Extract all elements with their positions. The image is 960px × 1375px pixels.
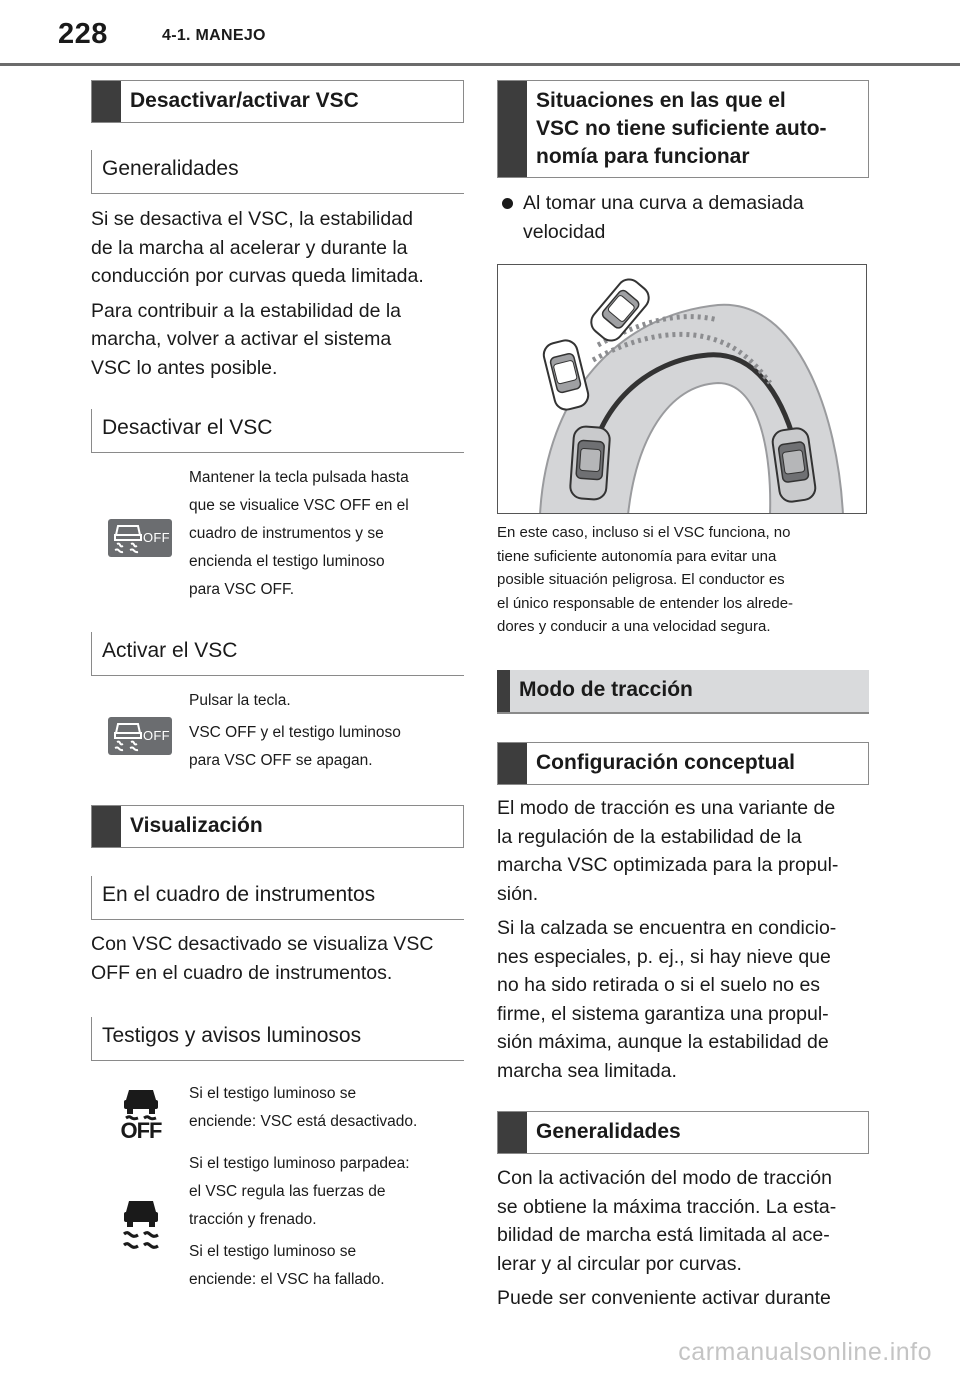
text-line: para VSC OFF. (189, 581, 295, 598)
vsc-off-button (108, 717, 172, 755)
header-rule (0, 63, 960, 66)
cuadro-body (91, 930, 466, 987)
text-line: el único responsable de entender los alrede- (497, 594, 794, 612)
vsc-off-label: OFF (143, 728, 170, 743)
subheader-title: Testigos y avisos luminosos (102, 1024, 362, 1047)
text-line: de la marcha al acelerar y durante la (91, 236, 408, 259)
text-line: dores y conducir a una velocidad segura. (497, 618, 771, 635)
text-line: tiene suficiente autonomía para evitar una (497, 547, 777, 565)
text-line: Mantener la tecla pulsada hasta (189, 469, 409, 486)
section-title (536, 87, 860, 171)
text-line: que se visualice VSC OFF en el (189, 497, 409, 514)
section-title: Modo de tracción (519, 678, 693, 701)
section-header-desactivar-activar (91, 80, 464, 123)
text-line: firme, el sistema garantiza una propul- (497, 1002, 829, 1025)
section-bar (92, 81, 121, 122)
text-line: Al tomar una curva a demasiada (523, 192, 804, 214)
text-line: posible situación peligrosa. El conductor es (497, 571, 785, 588)
section-header-generalidades-2 (497, 1111, 869, 1154)
subheader-title: Generalidades (102, 157, 239, 180)
text-line: Si el testigo luminoso se (189, 1243, 357, 1260)
text-line: Si se desactiva el VSC, la estabilidad (91, 208, 413, 230)
text-line: se obtiene la máxima tracción. La esta- (497, 1195, 837, 1218)
text-line: VSC lo antes posible. (91, 356, 278, 379)
generalidades-2-body (497, 1164, 869, 1313)
watermark: carmanualsonline.info (678, 1338, 932, 1366)
bullet-dot (502, 198, 513, 209)
subheader-desactivar (91, 409, 464, 453)
illustration-caption (497, 521, 869, 639)
vsc-skid-warning-icon (118, 1198, 164, 1252)
generalidades-body (91, 205, 466, 382)
subheader-activar (91, 632, 464, 676)
section-title-line: VSC no tiene suficiente auto- (536, 117, 827, 140)
text-line: cuadro de instrumentos y se (189, 525, 384, 542)
section-bar (497, 670, 510, 712)
text-line: conducción por curvas queda limitada. (91, 265, 424, 287)
text-line: tracción y frenado. (189, 1211, 317, 1228)
text-line: lerar y al circular por curvas. (497, 1252, 742, 1275)
section-title: Configuración conceptual (536, 751, 796, 774)
text-line: sión máxima, aunque la estabilidad de (497, 1031, 829, 1053)
curve-illustration (497, 264, 867, 514)
text-line: El modo de tracción es una variante de (497, 797, 836, 819)
activar-body (189, 687, 464, 775)
desactivar-body (189, 464, 464, 604)
subheader-title: Activar el VSC (102, 639, 238, 662)
text-line: marcha sea limitada. (497, 1059, 677, 1082)
text-line: En este caso, incluso si el VSC funciona, no (497, 524, 791, 541)
subheader-generalidades (91, 150, 464, 194)
section-title-line: nomía para funcionar (536, 145, 750, 168)
text-line: sión. (497, 882, 539, 905)
section-bar (498, 1112, 527, 1153)
vsc-skid-icon (111, 720, 145, 752)
text-line: Con la activación del modo de tracción (497, 1167, 832, 1189)
testigo-2-body (189, 1150, 464, 1294)
section-title: Desactivar/activar VSC (130, 89, 359, 112)
text-line: Si el testigo luminoso se (189, 1085, 357, 1102)
section-header-situaciones (497, 80, 869, 178)
testigo-1-body (189, 1080, 464, 1136)
page-number: 228 (58, 18, 108, 50)
text-line: enciende: el VSC ha fallado. (189, 1271, 385, 1288)
section-header-visualizacion (91, 805, 464, 848)
text-line: marcha, volver a activar el sistema (91, 328, 392, 350)
text-line: marcha VSC optimizada para la propul- (497, 854, 839, 876)
vsc-off-warning-label: OFF (120, 1118, 162, 1143)
section-bar (92, 806, 121, 847)
vsc-off-label: OFF (143, 530, 170, 545)
text-line: Para contribuir a la estabilidad de la (91, 299, 402, 322)
section-bar (498, 743, 527, 784)
text-line: velocidad (523, 220, 606, 243)
vsc-off-button (108, 519, 172, 557)
text-line: no ha sido retirada o si el suelo no es (497, 974, 821, 996)
section-bar (498, 81, 527, 177)
text-line: el VSC regula las fuerzas de (189, 1183, 386, 1200)
text-line: enciende: VSC está desactivado. (189, 1113, 418, 1130)
text-line: Pulsar la tecla. (189, 692, 291, 709)
subheader-title: Desactivar el VSC (102, 416, 273, 439)
section-header-configuracion (497, 742, 869, 785)
text-line: Si la calzada se encuentra en condicio- (497, 917, 837, 939)
text-line: bilidad de marcha está limitada al ace- (497, 1224, 830, 1246)
text-line: para VSC OFF se apagan. (189, 752, 373, 769)
section-title-line: Situaciones en las que el (536, 89, 786, 112)
section-title: Generalidades (536, 1120, 681, 1143)
subheader-title: En el cuadro de instrumentos (102, 883, 376, 906)
text-line: nes especiales, p. ej., si hay nieve que (497, 945, 831, 968)
text-line: VSC OFF y el testigo luminoso (189, 724, 401, 741)
text-line: Si el testigo luminoso parpadea: (189, 1155, 410, 1172)
text-line: Con VSC desactivado se visualiza VSC (91, 933, 434, 955)
chapter-title: 4-1. MANEJO (162, 27, 266, 44)
configuracion-body (497, 794, 869, 1085)
bullet-text (523, 189, 868, 246)
text-line: Puede ser conveniente activar durante (497, 1287, 831, 1309)
subheader-cuadro (91, 876, 464, 920)
subheader-testigos (91, 1017, 464, 1061)
text-line: encienda el testigo luminoso (189, 553, 385, 570)
text-line: la regulación de la estabilidad de la (497, 825, 802, 848)
vsc-off-warning-icon (118, 1087, 164, 1141)
section-title: Visualización (130, 814, 263, 837)
section-header-modo-traccion (497, 670, 869, 714)
text-line: OFF en el cuadro de instrumentos. (91, 961, 393, 984)
vsc-skid-icon (111, 522, 145, 554)
